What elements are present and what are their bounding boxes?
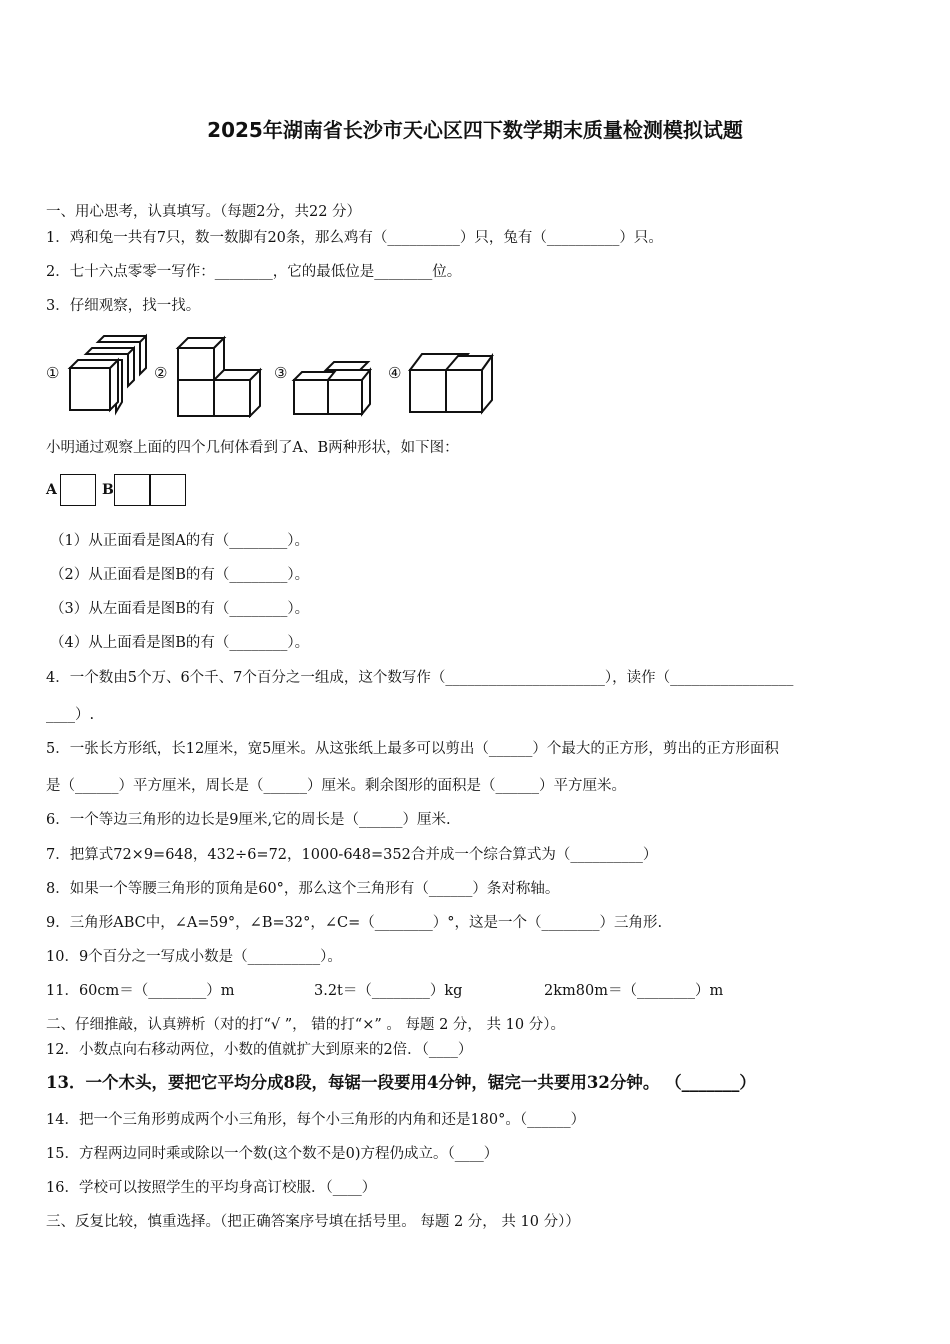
question-5-line-2: 是（______）平方厘米，周长是（______）厘米。剩余图形的面积是（______）平方厘米。 <box>46 778 626 794</box>
question-13: 13．一个木头，要把它平均分成8段，每锯一段要用4分钟，锯完一共要用32分钟。 （_______） <box>46 1073 756 1092</box>
question-9: 9．三角形ABC中，∠A=59°，∠B=32°，∠C=（________）°，这是一个（________）三角形. <box>46 915 663 931</box>
figure-label-2: ② <box>154 364 168 382</box>
question-3-part-1: （1）从正面看是图A的有（________）。 <box>50 533 309 549</box>
page-title: 2025年湖南省长沙市天心区四下数学期末质量检测模拟试题 <box>207 118 743 142</box>
question-3-text: 小明通过观察上面的四个几何体看到了A、B两种形状，如下图： <box>46 440 459 456</box>
shape-b-label: B <box>102 482 114 498</box>
question-3: 3．仔细观察，找一找。 <box>46 298 201 314</box>
question-10: 10．9个百分之一写成小数是（__________）。 <box>46 949 342 965</box>
cube-figure-1 <box>62 332 152 418</box>
question-3-part-4: （4）从上面看是图B的有（________）。 <box>50 635 310 651</box>
question-11-part-2: 3.2t＝（________）kg <box>314 983 463 999</box>
section-3-heading: 三、反复比较，慎重选择。（把正确答案序号填在括号里。 每题 2 分， 共 10 分）） <box>46 1214 580 1230</box>
section-2-heading: 二、仔细推敲，认真辨析（对的打“√ ”， 错的打“×” 。 每题 2 分， 共 10 分）。 <box>46 1017 565 1033</box>
question-2: 2．七十六点零零一写作：________，它的最低位是________位。 <box>46 264 462 280</box>
question-7: 7．把算式72×9=648，432÷6=72，1000-648=352合并成一个综合算式为（__________） <box>46 847 658 863</box>
shape-b-square-1 <box>114 474 150 506</box>
figure-label-4: ④ <box>388 364 402 382</box>
question-6: 6．一个等边三角形的边长是9厘米,它的周长是（______）厘米. <box>46 812 451 828</box>
question-15: 15．方程两边同时乘或除以一个数(这个数不是0)方程仍成立。（____） <box>46 1146 499 1162</box>
cube-figure-2 <box>174 334 266 418</box>
figure-label-3: ③ <box>274 364 288 382</box>
question-14: 14．把一个三角形剪成两个小三角形，每个小三角形的内角和还是180°。（______） <box>46 1112 586 1128</box>
question-3-part-3: （3）从左面看是图B的有（________）。 <box>50 601 310 617</box>
question-11-part-1: 11．60cm＝（________）m <box>46 983 235 999</box>
question-4-line-1: 4．一个数由5个万、6个千、7个百分之一组成，这个数写作（______________________），读作（_________________ <box>46 670 794 686</box>
question-4-line-2: ____）. <box>46 707 95 723</box>
question-12: 12．小数点向右移动两位，小数的值就扩大到原来的2倍．（____） <box>46 1042 473 1058</box>
cube-figure-4 <box>406 350 498 416</box>
question-11-part-3: 2km80m＝（________）m <box>544 983 724 999</box>
section-1-heading: 一、用心思考，认真填写。（每题2分，共22 分） <box>46 204 362 220</box>
shape-b-square-2 <box>150 474 186 506</box>
question-1: 1．鸡和兔一共有7只，数一数脚有20条，那么鸡有（__________）只，兔有（__________）只。 <box>46 230 663 246</box>
figure-label-1: ① <box>46 364 60 382</box>
question-16: 16．学校可以按照学生的平均身高订校服．（____） <box>46 1180 377 1196</box>
cube-figure-3 <box>290 358 376 418</box>
question-3-part-2: （2）从正面看是图B的有（________）。 <box>50 567 310 583</box>
question-8: 8．如果一个等腰三角形的顶角是60°，那么这个三角形有（______）条对称轴。 <box>46 881 560 897</box>
question-5-line-1: 5．一张长方形纸，长12厘米，宽5厘米。从这张纸上最多可以剪出（______）个最大的正方形，剪出的正方形面积 <box>46 741 779 757</box>
shape-a-square <box>60 474 96 506</box>
shape-a-label: A <box>46 482 57 498</box>
